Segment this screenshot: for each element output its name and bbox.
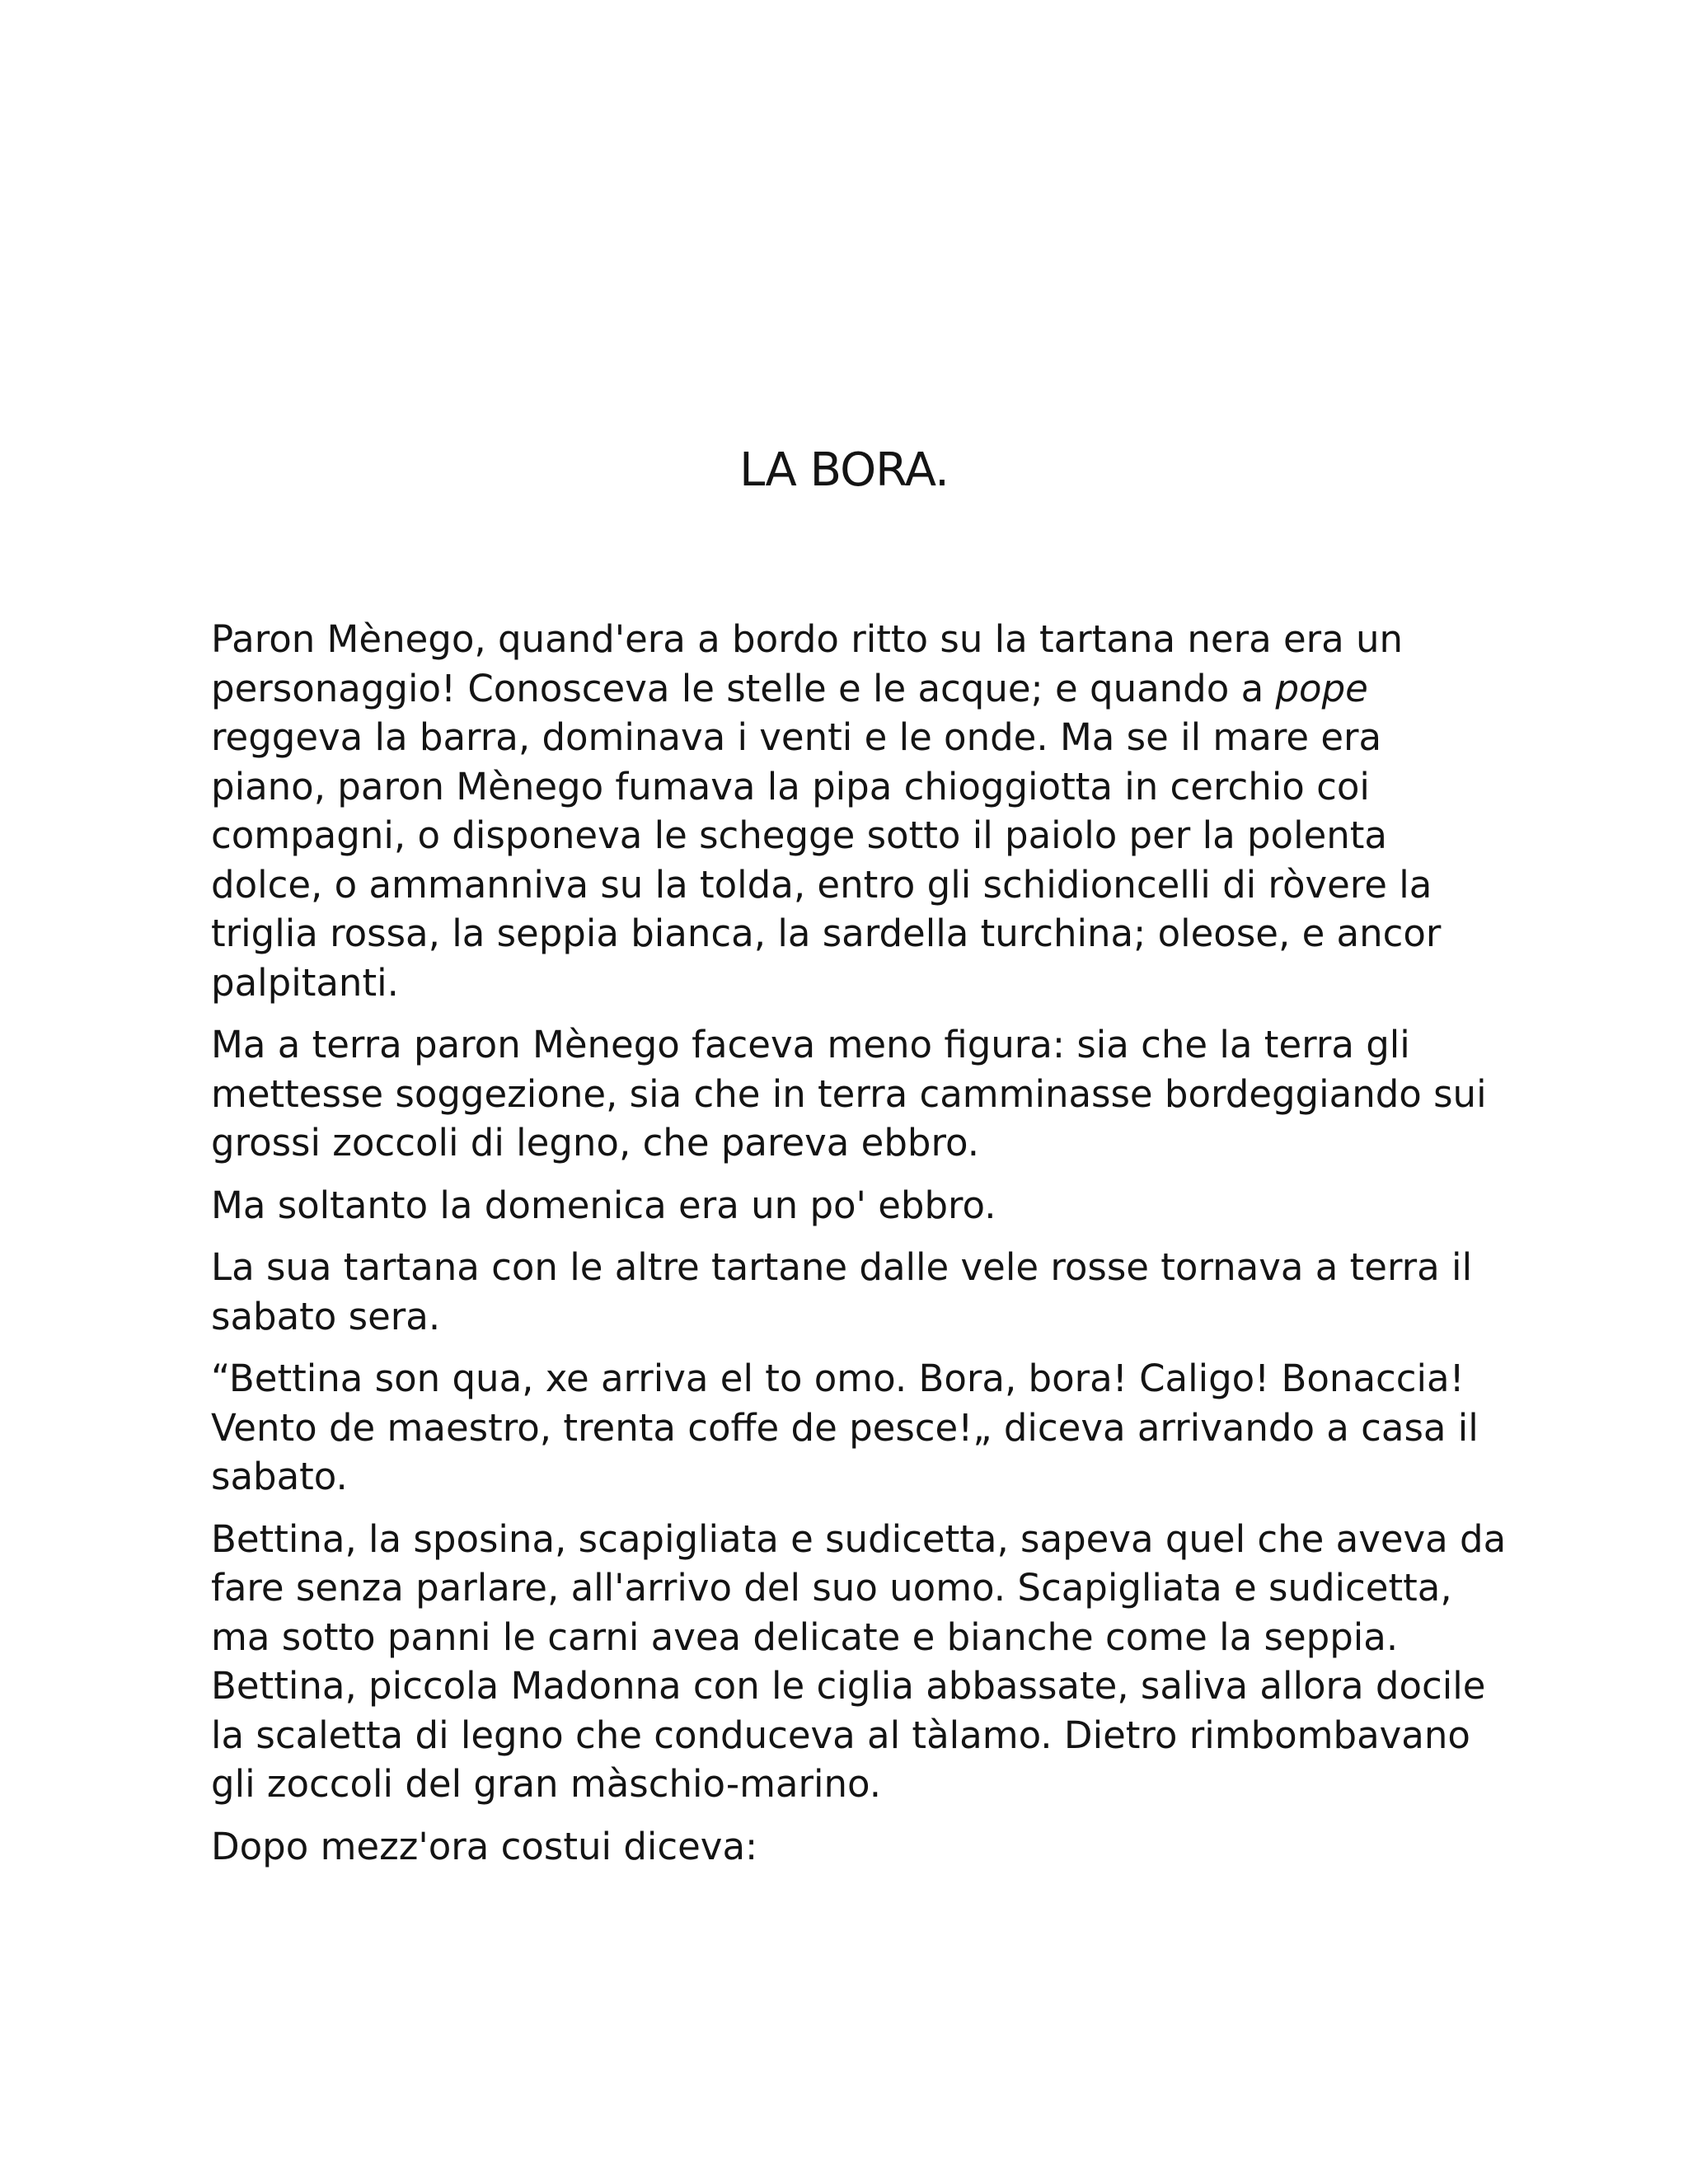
text-line: [211, 664, 1497, 714]
italic-word: pope: [1275, 666, 1368, 710]
paragraph-3: [211, 1181, 1497, 1230]
paragraph-6: [211, 1515, 1507, 1809]
text-line: Ma a terra paron Mènego faceva meno figura: sia che la terra gli: [211, 1023, 1410, 1066]
text-line: Vento de maestro, trenta coffe de pesce!„ diceva arrivando a casa il: [211, 1405, 1479, 1450]
paragraph-5: [211, 1354, 1497, 1502]
text-line: Ma soltanto la domenica era un po' ebbro.: [211, 1183, 996, 1227]
text-line: sabato sera.: [211, 1294, 441, 1338]
text-line: ma sotto panni le carni avea delicate e bianche come la seppia.: [211, 1615, 1399, 1659]
text-line: Bettina, la sposina, scapigliata e sudicetta, sapeva quel che aveva da: [211, 1516, 1507, 1561]
chapter-title: LA BORA.: [739, 443, 949, 497]
text-line: dolce, o ammanniva su la tolda, entro gli schidioncelli di ròvere la: [211, 862, 1432, 907]
paragraph-7: [211, 1822, 1497, 1872]
text-line: La sua tartana con le altre tartane dalle vele rosse tornava a terra il: [211, 1245, 1473, 1289]
text-line: Bettina, piccola Madonna con le ciglia abbassate, saliva allora docile: [211, 1664, 1486, 1708]
text-line: Dopo mezz'ora costui diceva:: [211, 1824, 758, 1868]
text-line: Paron Mènego, quand'era a bordo ritto su la tartana nera era un: [211, 617, 1404, 661]
paragraph-2: [211, 1020, 1497, 1168]
text-line: compagni, o disponeva le schegge sotto il paiolo per la polenta: [211, 813, 1387, 857]
paragraph-1: [211, 615, 1497, 1007]
text-fragment: personaggio! Conosceva le stelle e le acque; e quando a: [211, 666, 1276, 710]
text-line: gli zoccoli del gran màschio-marino.: [211, 1762, 882, 1806]
text-line: palpitanti.: [211, 960, 399, 1005]
text-line: fare senza parlare, all'arrivo del suo uomo. Scapigliata e sudicetta,: [211, 1566, 1452, 1610]
text-line: mettesse soggezione, sia che in terra camminasse bordeggiando sui: [211, 1071, 1487, 1116]
paragraph-4: [211, 1243, 1497, 1341]
text-line: sabato.: [211, 1455, 348, 1498]
text-line: grossi zoccoli di legno, che pareva ebbro.: [211, 1121, 980, 1165]
text-line: piano, paron Mènego fumava la pipa chioggiotta in cerchio coi: [211, 764, 1370, 808]
text-line: la scaletta di legno che conduceva al tàlamo. Dietro rimbombavano: [211, 1713, 1470, 1757]
text-line: reggeva la barra, dominava i venti e le onde. Ma se il mare era: [211, 715, 1382, 759]
chapter-body: [211, 615, 1507, 1884]
text-line: “Bettina son qua, xe arriva el to omo. Bora, bora! Caligo! Bonaccia!: [211, 1357, 1465, 1400]
text-line: triglia rossa, la seppia bianca, la sardella turchina; oleose, e ancor: [211, 912, 1442, 955]
